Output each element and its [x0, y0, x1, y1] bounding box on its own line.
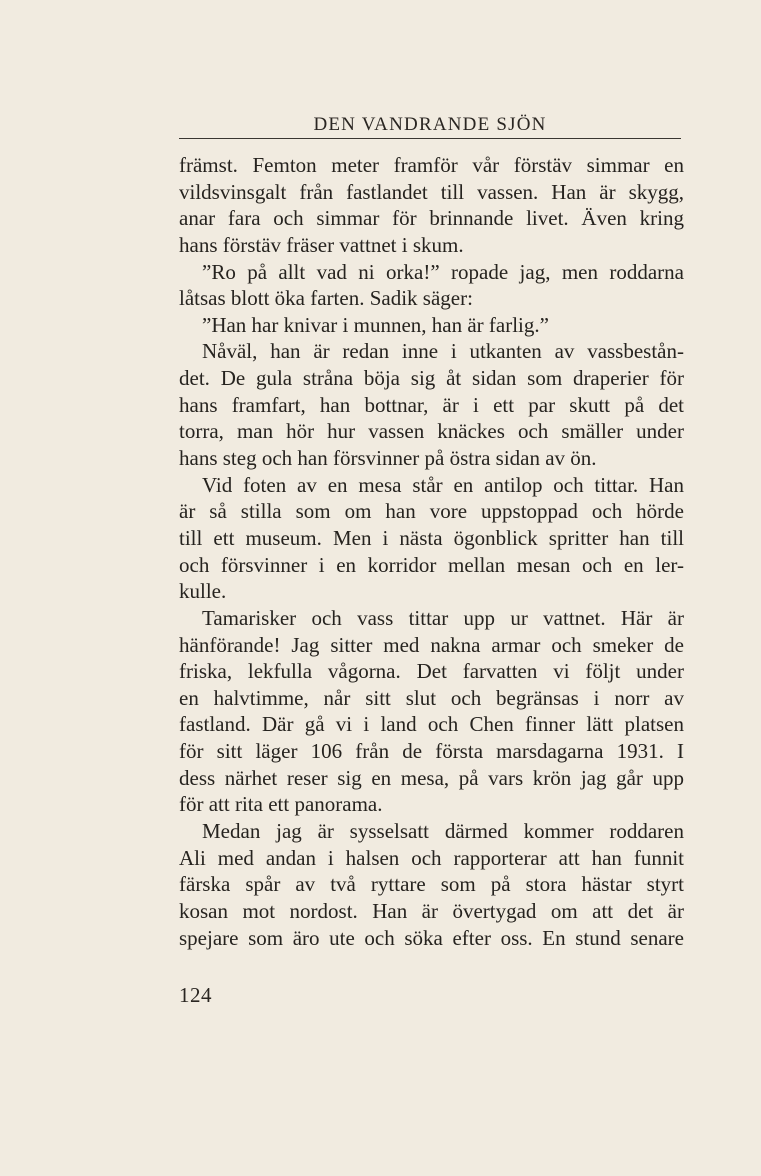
text-line: Vid foten av en mesa står en antilop och tittar. Han	[202, 472, 684, 497]
text-line: kosan mot nordost. Han är övertygad om att det är	[179, 898, 684, 923]
text-line: för att rita ett panorama.	[179, 792, 383, 817]
text-line: är så stilla som om han vore uppstoppad och hörde	[179, 499, 684, 524]
text-line: Tamarisker och vass tittar upp ur vattnet. Här är	[202, 605, 684, 630]
running-head: DEN VANDRANDE SJÖN	[313, 114, 547, 135]
text-line: färska spår av två ryttare som på stora hästar styrt	[179, 872, 684, 897]
text-line: för sitt läger 106 från de första marsdagarna 1931. I	[179, 739, 684, 764]
text-line: Medan jag är sysselsatt därmed kommer roddaren	[202, 819, 684, 844]
text-line: främst. Femton meter framför vår förstäv simmar en	[179, 153, 684, 177]
text-line: Nåväl, han är redan inne i utkanten av vassbestån-	[202, 339, 684, 364]
page-number: 124	[179, 983, 212, 1007]
text-line: ”Han har knivar i munnen, han är farlig.”	[202, 312, 549, 337]
text-line: en halvtimme, når sitt slut och begränsas i norr av	[179, 685, 684, 710]
text-line: spejare som äro ute och söka efter oss. En stund senare	[179, 925, 684, 950]
text-line: vildsvinsgalt från fastlandet till vassen. Han är skygg,	[179, 179, 684, 204]
text-line: hans framfart, han bottnar, är i ett par skutt på det	[179, 392, 684, 417]
text-line: torra, man hör hur vassen knäckes och smäller under	[179, 419, 684, 444]
text-line: det. De gula stråna böja sig åt sidan som draperier för	[179, 366, 684, 391]
text-line: dess närhet reser sig en mesa, på vars krön jag går upp	[179, 765, 684, 790]
text-line: hänförande! Jag sitter med nakna armar och smeker de	[179, 632, 684, 657]
text-line: hans steg och han försvinner på östra sidan av ön.	[179, 446, 597, 471]
text-line: till ett museum. Men i nästa ögonblick spritter han till	[179, 525, 684, 550]
text-line: hans förstäv fräser vattnet i skum.	[179, 232, 464, 257]
text-line: friska, lekfulla vågorna. Det farvatten vi följt under	[179, 659, 684, 684]
text-line: och försvinner i en korridor mellan mesan och en ler-	[179, 552, 684, 577]
text-line: anar fara och simmar för brinnande livet. Även kring	[179, 206, 684, 231]
body-text	[179, 152, 684, 951]
text-line: låtsas blott öka farten. Sadik säger:	[179, 286, 473, 311]
text-line: fastland. Där gå vi i land och Chen finner lätt platsen	[179, 712, 684, 737]
header-rule	[179, 138, 681, 139]
text-line: ”Ro på allt vad ni orka!” ropade jag, men roddarna	[202, 259, 684, 284]
text-line: Ali med andan i halsen och rapporterar att han funnit	[179, 845, 684, 870]
text-line: kulle.	[179, 579, 227, 604]
